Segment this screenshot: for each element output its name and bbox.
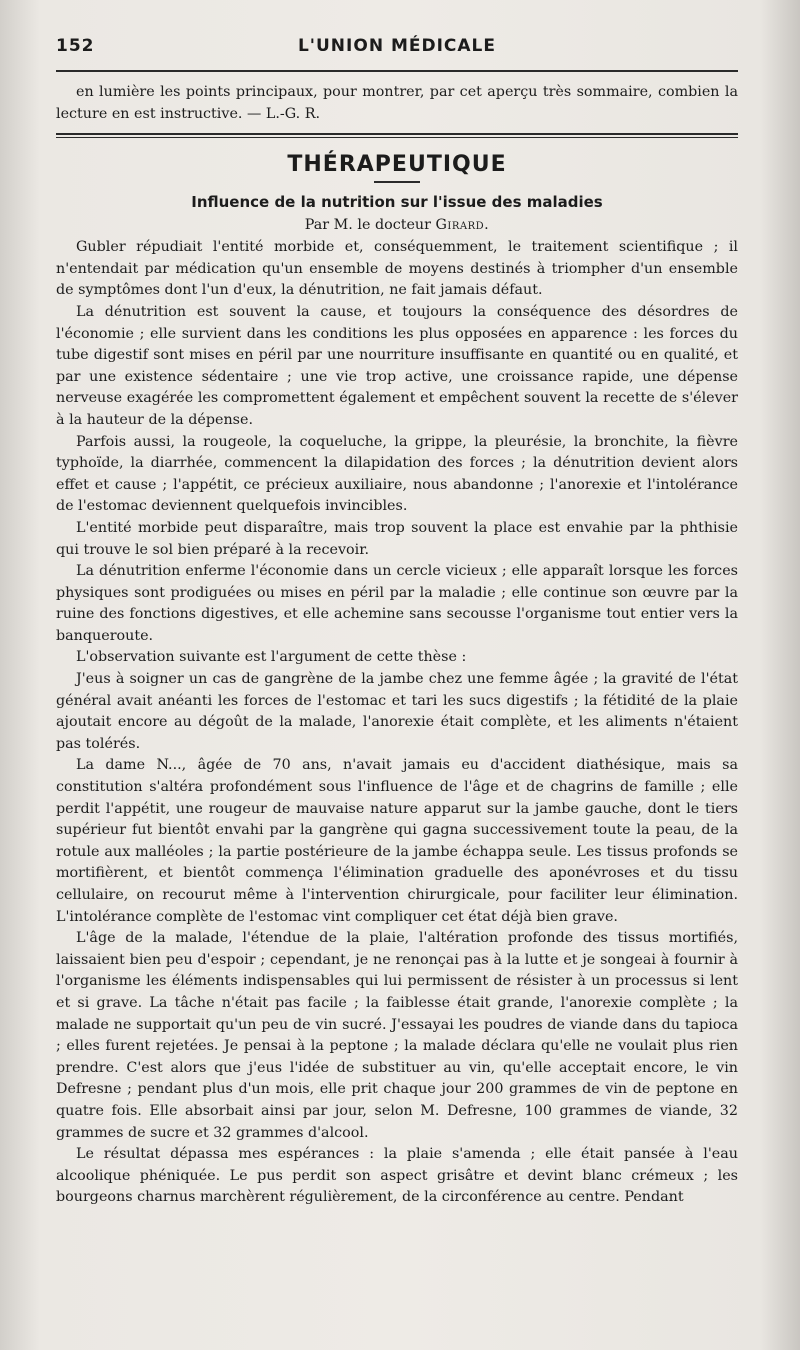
body-paragraph: La dénutrition est souvent la cause, et toujours la conséquence des désordres de l'économie ; elle survient dans les conditions les plus opposées en apparence : les forces du tube digestif sont mises en péril par une nourriture insuffisante en quantité ou en qualité, et par une existence sédentaire ; une vie trop active, une croissance rapide, une dépense nerveuse exagérée les compromettent également et empêchent souvent la recette de s'élever à la hauteur de la dépense. [56,303,738,428]
article-title: Influence de la nutrition sur l'issue des maladies [191,193,603,212]
body-paragraph: L'entité morbide peut disparaître, mais trop souvent la place est envahie par la phthisie qui trouve le sol bien préparé à la recevoir. [56,519,738,558]
byline-prefix: Par M. le docteur [304,217,431,234]
page-number: 152 [56,36,95,56]
body-paragraph: Parfois aussi, la rougeole, la coqueluche, la grippe, la pleurésie, la bronchite, la fièvre typhoïde, la diarrhée, commencent la dilapidation des forces ; la dénutrition devient alors effet et cause ; l'appétit, ce précieux auxiliaire, nous abandonne ; l'anorexie et l'intolérance de l'estomac deviennent quelquefois invincibles. [56,433,738,515]
body-paragraph: L'observation suivante est l'argument de cette thèse : [76,649,467,666]
body-paragraph: La dame N..., âgée de 70 ans, n'avait jamais eu d'accident diathésique, mais sa constitution s'altéra profondément sous l'influence de l'âge et de chagrins de famille ; elle perdit l'appétit, une rougeur de mauvaise nature apparut sur la jambe gauche, dont le tiers supérieur fut bientôt envahi par la gangrène qui gagna successivement toute la peau, de la rotule aux malléoles ; la partie postérieure de la jambe échappa seule. Les tissus profonds se mortifièrent, et bientôt commença l'élimination graduelle des aponévroses et du tissu cellulaire, on recourut même à l'intervention chirurgicale, pour faciliter leur élimination. L'intolérance complète de l'estomac vint compliquer cet état déjà bien grave. [56,757,738,925]
article-byline [56,217,738,233]
article-body [56,237,738,1209]
journal-title: L'UNION MÉDICALE [297,36,497,56]
byline-author: Girard. [435,217,490,234]
intro-paragraph: en lumière les points principaux, pour montrer, par cet aperçu très sommaire, combien la lecture en est instructive. — L.-G. R. [56,84,738,122]
body-paragraph: L'âge de la malade, l'étendue de la plaie, l'altération profonde des tissus mortifiés, laissaient bien peu d'espoir ; cependant, je ne renonçai pas à la lutte et je songeai à fournir à l'organisme les éléments indispensables qui lui permissent de résister à un processus si lent et si grave. La tâche n'était pas facile ; la faiblesse était grande, l'anorexie complète ; la malade ne supportait qu'un peu de vin sucré. J'essayai les poudres de viande dans du tapioca ; elles furent rejetées. Je pensai à la peptone ; la malade déclara qu'elle ne voulait plus rien prendre. C'est alors que j'eus l'idée de substituer au vin, qu'elle acceptait encore, le vin Defresne ; pendant plus d'un mois, elle prit chaque jour 200 grammes de vin de peptone en quatre fois. Elle absorbait ainsi par jour, selon M. Defresne, 100 grammes de viande, 32 grammes de sucre et 32 grammes d'alcool. [56,930,738,1141]
header-rule [56,70,738,72]
body-paragraph: Le résultat dépassa mes espérances : la plaie s'amenda ; elle était pansée à l'eau alcoolique phéniquée. Le pus perdit son aspect grisâtre et devint blanc crémeux ; les bourgeons charnus marchèrent régulièrement, de la circonférence au centre. Pendant [56,1146,738,1206]
body-paragraph: J'eus à soigner un cas de gangrène de la jambe chez une femme âgée ; la gravité de l'état général avait anéanti les forces de l'estomac et tari les sucs digestifs ; la fétidité de la plaie ajoutait encore au dégoût de la malade, l'anorexie était complète, et les aliments n'étaient pas tolérés. [56,671,738,752]
body-paragraph: La dénutrition enferme l'économie dans un cercle vicieux ; elle apparaît lorsque les forces physiques sont prodiguées ou mises en péril par la maladie ; elle continue son œuvre par la ruine des fonctions digestives, et elle achemine sans secousse l'organisme tout entier vers la banqueroute. [56,563,738,644]
section-divider [56,133,738,138]
title-rule [374,181,420,183]
body-paragraph: Gubler répudiait l'entité morbide et, conséquemment, le traitement scientifique ; il n'entendait par médication qu'un ensemble de moyens destinés à triompher d'un ensemble de symptômes dont l'un d'eux, la dénutrition, ne fait jamais défaut. [56,239,738,299]
section-title: THÉRAPEUTIQUE [287,152,507,178]
running-header [56,34,738,62]
